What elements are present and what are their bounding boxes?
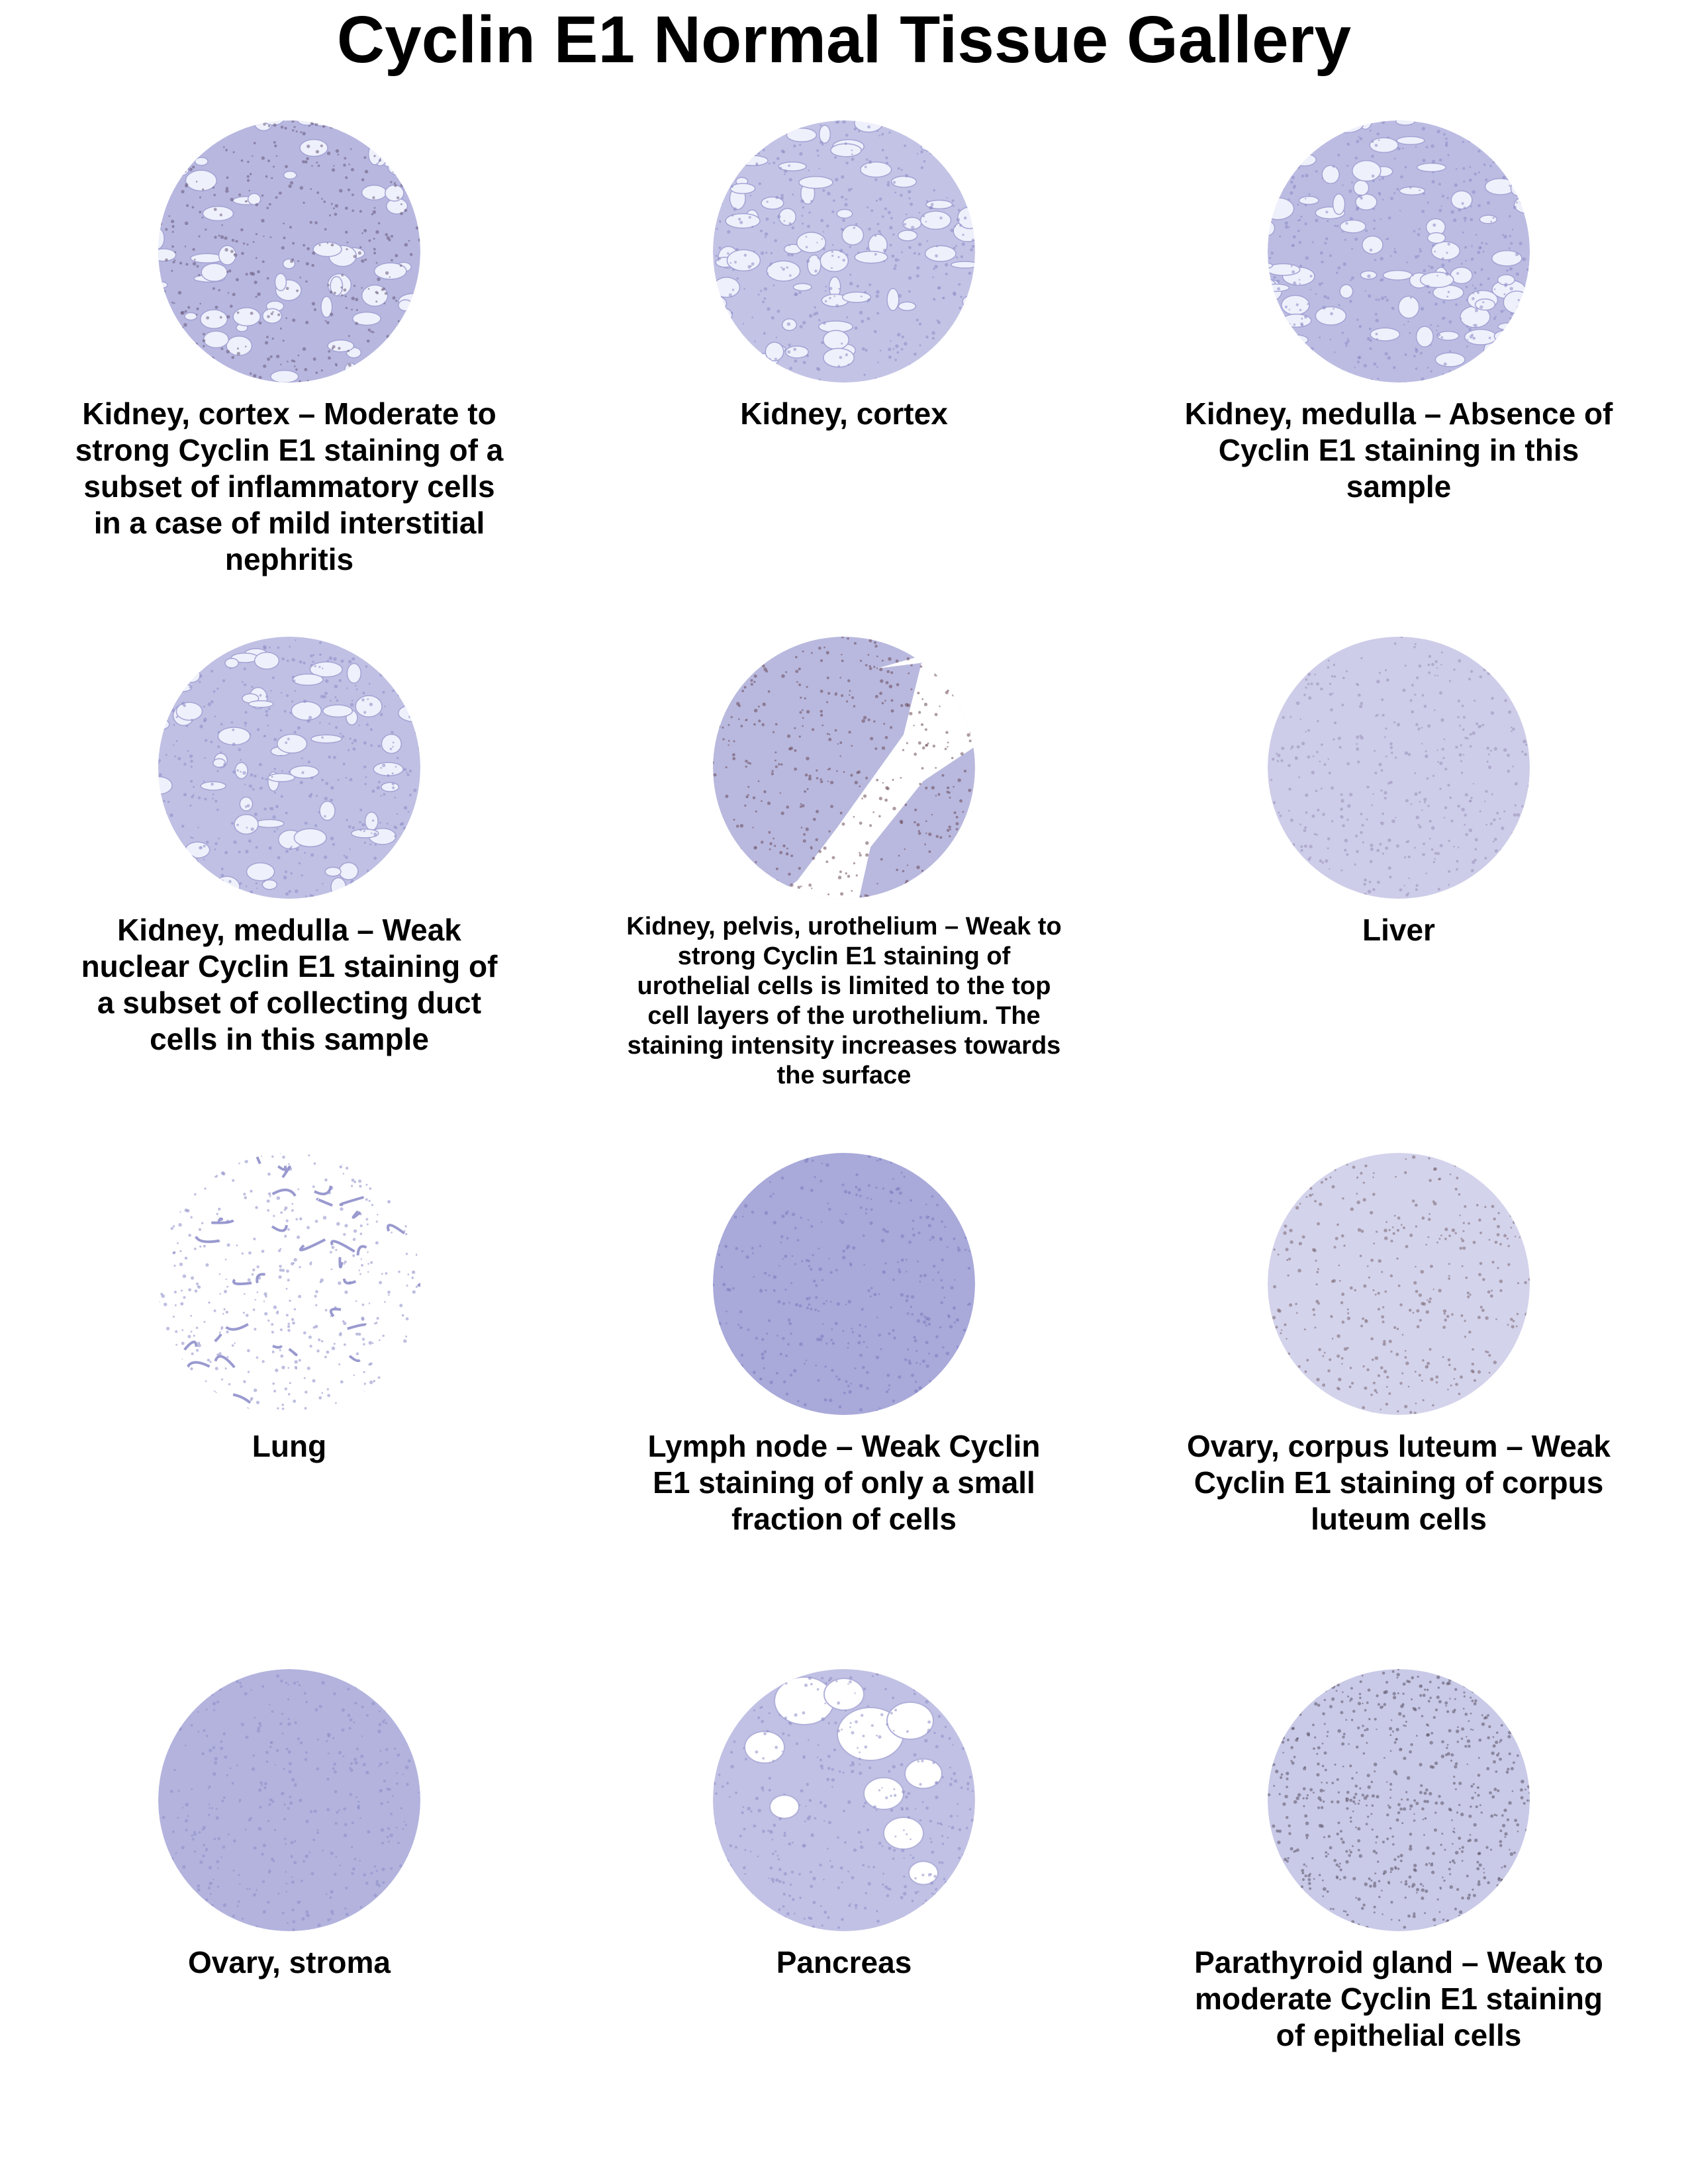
gallery-caption: Kidney, cortex bbox=[740, 396, 948, 431]
urothelium-core-icon[interactable] bbox=[705, 629, 983, 907]
gallery-item bbox=[1167, 1661, 1630, 2054]
gallery-item bbox=[612, 629, 1076, 1091]
gallery-item bbox=[612, 113, 1076, 432]
gallery-caption: Ovary, stroma bbox=[188, 1945, 391, 1979]
gallery-item bbox=[1167, 113, 1630, 505]
gallery-item bbox=[612, 1145, 1076, 1537]
gallery-caption: Kidney, medulla – Absence of Cyclin E1 staining in this sample bbox=[1184, 396, 1613, 504]
gallery-item bbox=[58, 1661, 521, 1981]
gallery-caption: Liver bbox=[1362, 913, 1435, 947]
gallery-caption: Kidney, cortex – Moderate to strong Cyclin E1 staining of a subset of inflammatory cells in a case of mild interstitial nephritis bbox=[75, 396, 504, 576]
pancreas-core-icon[interactable] bbox=[705, 1661, 983, 1939]
kidney-cortex-core-icon[interactable] bbox=[705, 113, 983, 390]
gallery-caption: Ovary, corpus luteum – Weak Cyclin E1 staining of corpus luteum cells bbox=[1187, 1429, 1611, 1536]
gallery-item bbox=[58, 629, 521, 1058]
gallery-item bbox=[58, 113, 521, 578]
lymph-node-core-icon[interactable] bbox=[705, 1145, 983, 1423]
gallery-caption: Kidney, medulla – Weak nuclear Cyclin E1 staining of a subset of collecting duct cells in this sample bbox=[81, 913, 498, 1056]
gallery-item bbox=[1167, 1145, 1630, 1537]
ovary-stroma-core-icon[interactable] bbox=[150, 1661, 428, 1939]
gallery-caption: Pancreas bbox=[776, 1945, 912, 1979]
gallery-item bbox=[1167, 629, 1630, 948]
page-title: Cyclin E1 Normal Tissue Gallery bbox=[336, 3, 1352, 77]
liver-core-icon[interactable] bbox=[1260, 629, 1538, 907]
parathyroid-core-icon[interactable] bbox=[1260, 1661, 1538, 1939]
kidney-medulla-core-icon[interactable] bbox=[1260, 113, 1538, 390]
tissue-gallery bbox=[0, 106, 1688, 2184]
gallery-item bbox=[612, 1661, 1076, 1981]
gallery-caption: Lymph node – Weak Cyclin E1 staining of only a small fraction of cells bbox=[647, 1429, 1041, 1536]
gallery-caption: Parathyroid gland – Weak to moderate Cyclin E1 staining of epithelial cells bbox=[1194, 1945, 1603, 2052]
gallery-item bbox=[58, 1145, 521, 1465]
lung-core-icon[interactable] bbox=[150, 1145, 428, 1423]
corpus-luteum-core-icon[interactable] bbox=[1260, 1145, 1538, 1423]
gallery-caption: Lung bbox=[252, 1429, 327, 1463]
gallery-caption: Kidney, pelvis, urothelium – Weak to strong Cyclin E1 staining of urothelial cells is limited to the top cell layers of the urothelium. The staining intensity increases towards the surface bbox=[626, 913, 1062, 1089]
kidney-medulla-core-icon[interactable] bbox=[150, 629, 428, 907]
kidney-cortex-core-icon[interactable] bbox=[150, 113, 428, 390]
